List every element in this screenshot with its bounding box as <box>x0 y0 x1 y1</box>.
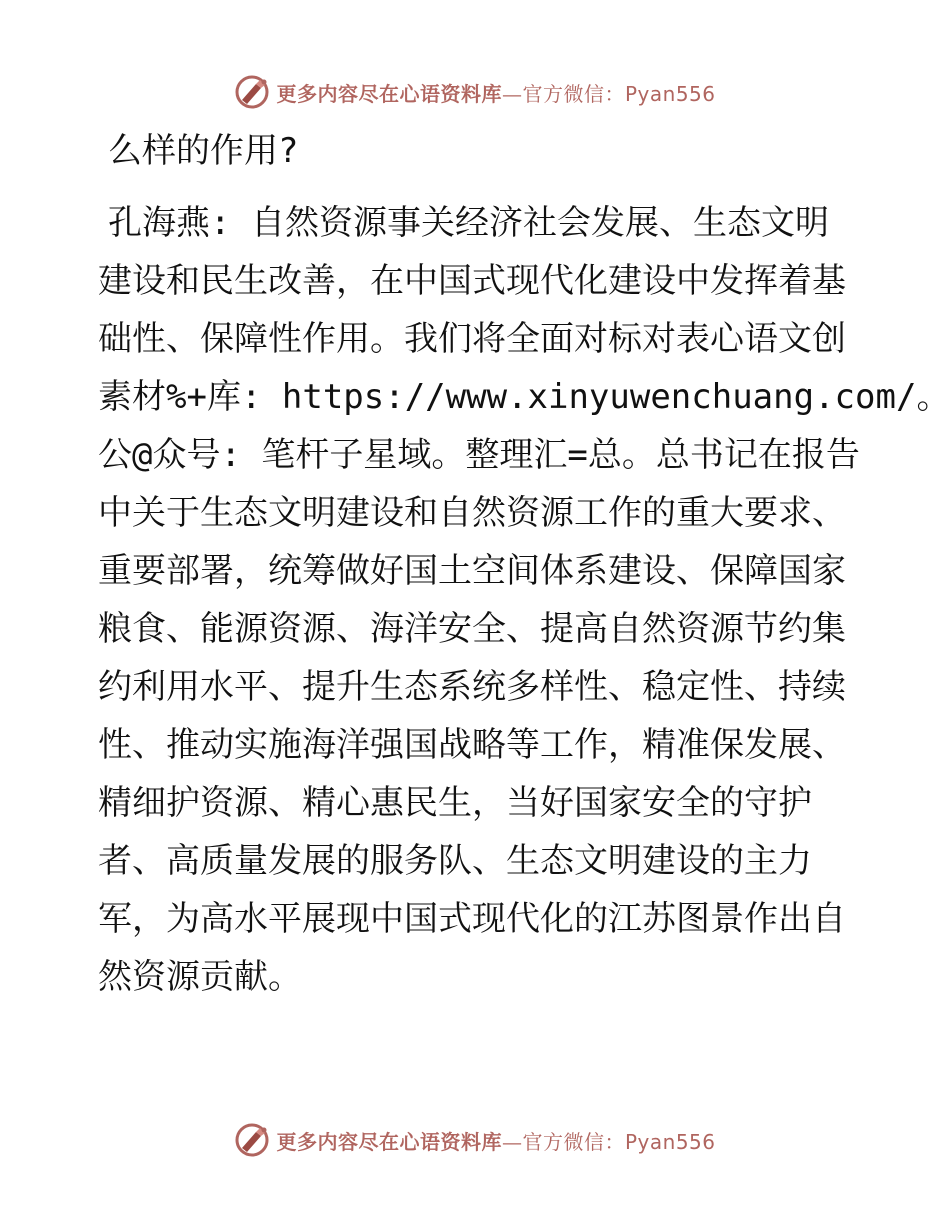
banner-main-text: 更多内容尽在心语资料库 <box>276 81 502 106</box>
banner-main-text: 更多内容尽在心语资料库 <box>276 1129 502 1154</box>
banner-wechat-id: Pyan556 <box>624 81 716 106</box>
pen-logo-icon <box>234 74 270 110</box>
header-banner <box>0 70 950 114</box>
footer-banner <box>0 1118 950 1162</box>
banner-text <box>276 78 715 107</box>
banner-wechat-label: 官方微信： <box>522 1129 625 1154</box>
answer-line: 约利用水平、提升生态系统多样性、稳定性、持续 <box>98 667 846 707</box>
answer-line: 建设和民生改善，在中国式现代化建设中发挥着基 <box>98 261 846 301</box>
answer-line: 重要部署，统筹做好国土空间体系建设、保障国家 <box>98 551 846 591</box>
banner-wechat-label: 官方微信： <box>522 81 625 106</box>
banner-dash: — <box>501 1129 523 1154</box>
answer-line: 精细护资源、精心惠民生，当好国家安全的守护 <box>98 783 812 823</box>
answer-line: 素材%+库: https://www.xinyuwenchuang.com/。 <box>98 377 950 417</box>
banner-wechat-id: Pyan556 <box>624 1129 716 1154</box>
answer-line: 军，为高水平展现中国式现代化的江苏图景作出自 <box>98 899 846 939</box>
banner-dash: — <box>501 81 523 106</box>
question-tail: 么样的作用? <box>108 131 299 171</box>
answer-line: 者、高质量发展的服务队、生态文明建设的主力 <box>98 841 812 881</box>
answer-line: 然资源贡献。 <box>98 957 302 997</box>
answer-line: 中关于生态文明建设和自然资源工作的重大要求、 <box>98 493 846 533</box>
document-body <box>98 122 950 1006</box>
answer-line: 粮食、能源资源、海洋安全、提高自然资源节约集 <box>98 609 846 649</box>
answer-line: 公@众号: 笔杆子星域。整理汇=总。总书记在报告 <box>98 435 860 475</box>
answer-line: 孔海燕: 自然资源事关经济社会发展、生态文明 <box>108 203 829 243</box>
answer-line: 性、推动实施海洋强国战略等工作，精准保发展、 <box>98 725 846 765</box>
banner-text <box>276 1126 715 1155</box>
pen-logo-icon <box>234 1122 270 1158</box>
answer-line: 础性、保障性作用。我们将全面对标对表心语文创 <box>98 319 846 359</box>
